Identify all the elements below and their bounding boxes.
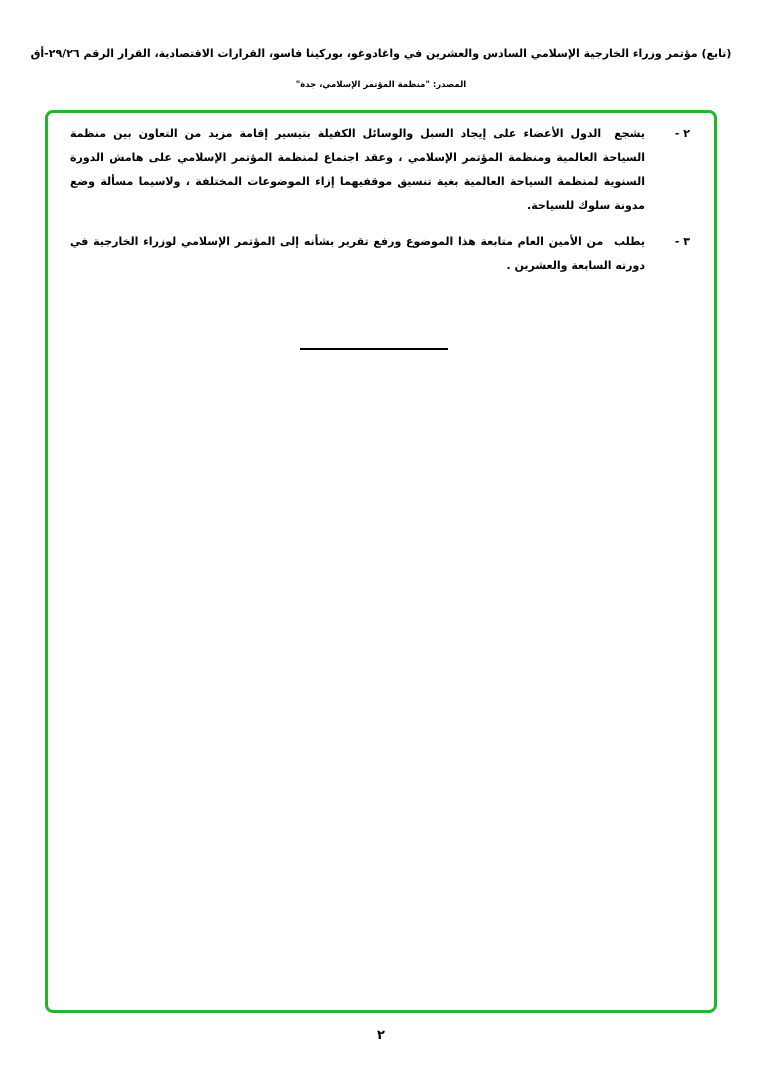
item-number: ٢ -	[674, 127, 690, 140]
item-text: من الأمين العام متابعة هذا الموضوع ورفع تقرير بشأنه إلى المؤتمر الإسلامي لوزراء الخارجية في دورته السابعة والعشرين .	[70, 235, 645, 272]
resolution-list	[70, 122, 690, 290]
resolution-item	[70, 122, 690, 218]
document-header: (تابع) مؤتمر وزراء الخارجية الإسلامي السادس والعشرين في واغادوغو، بوركينا فاسو، القرارات الاقتصادية، القرار الرقم ٢٩/٢٦-أق	[30, 47, 732, 60]
end-rule	[300, 348, 448, 350]
page-number: ٢	[377, 1028, 385, 1043]
resolution-item	[70, 230, 690, 278]
item-text: الدول الأعضاء على إيجاد السبل والوسائل الكفيلة بتيسير إقامة مزيد من التعاون بين منظمة السياحة العالمية ومنظمة المؤتمر الإسلامي ، وعقد اجتماع لمنظمة المؤتمر الإسلامي على هامش الدورة السنوية لمنظمة السياحة العالمية بغية تنسيق موقفيهما إزاء الموضوعات المختلفة ، ولاسيما مسألة وضع مدونة سلوك للسياحة.	[70, 127, 645, 212]
item-number: ٣ -	[674, 235, 690, 248]
item-verb: يشجع	[614, 127, 645, 140]
source-line: المصدر: "منظمة المؤتمر الإسلامي، جدة"	[295, 80, 467, 90]
item-verb: يطلب	[614, 235, 645, 248]
